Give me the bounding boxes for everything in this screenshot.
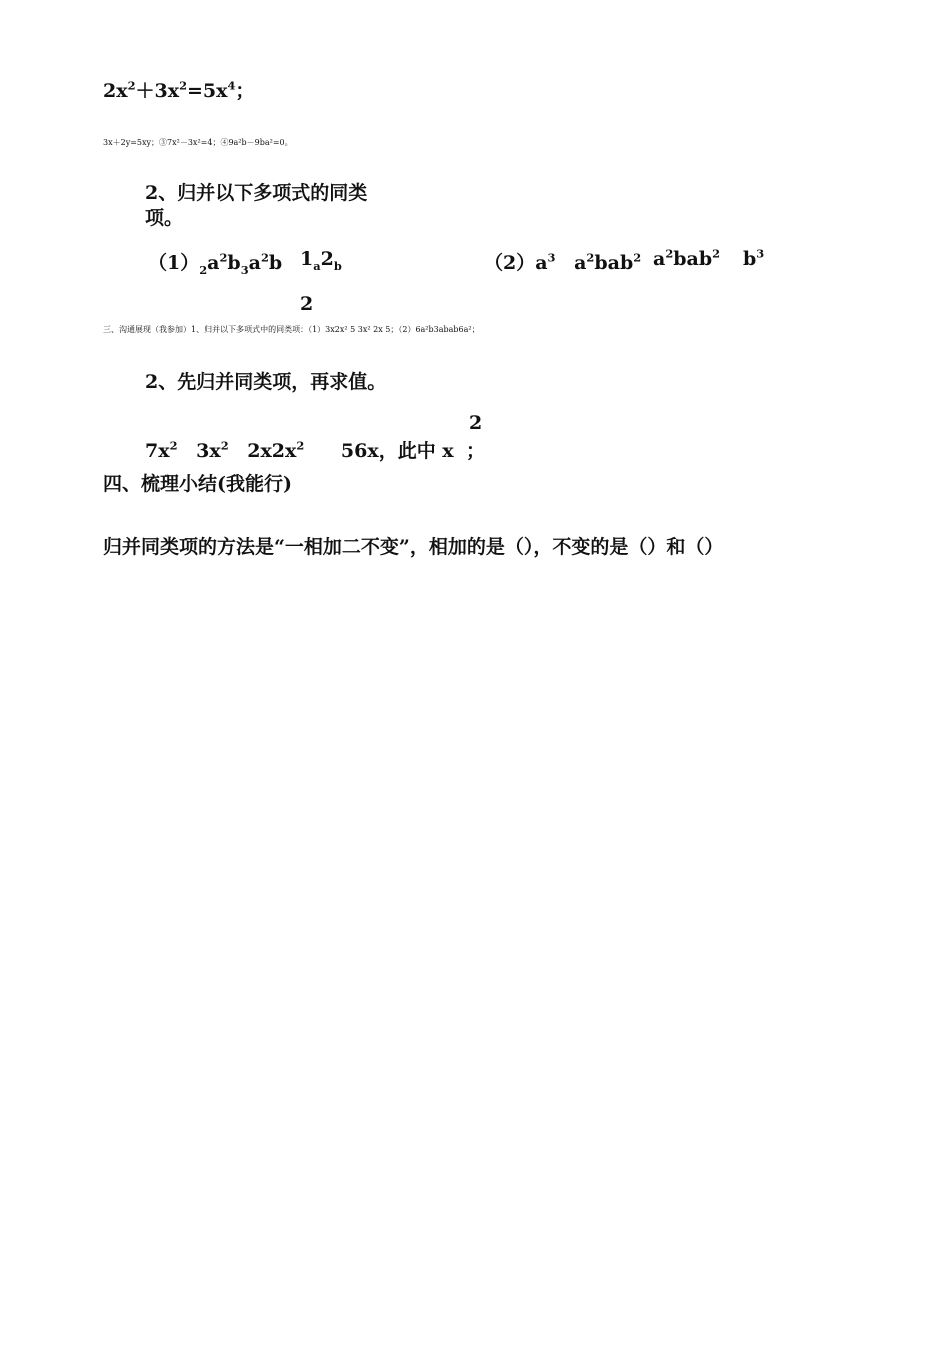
floating-number: 2 xyxy=(300,293,314,315)
question-2-part-2-term-2: $a^2bab^2$ xyxy=(653,246,721,270)
question-2-part-1-tail: $1_a2_b$ xyxy=(300,248,342,273)
section-3-line: 三、沟通展现（我参加）1、归并以下多项式中的同类项：（1）3x2x² 5 3x² 2x 5；（2）6a²b3abab6a²； xyxy=(103,325,480,334)
equation-line-2: 3x＋2y=5xy；③7x²－3x²=4；④9a²b－9ba²=0。 xyxy=(103,138,293,147)
question-3-value: 2 xyxy=(469,412,483,434)
section-4-title: 四、梳理小结(我能行) xyxy=(103,473,292,495)
equation-line-1: $2x^2+3x^2=5x^4$； xyxy=(103,78,255,102)
question-2-title-line-1: 2、归并以下多项式的同类 xyxy=(145,182,368,204)
question-2-title-line-2: 项。 xyxy=(145,207,184,229)
question-3-expression: $7x^2$ $3x^2$ $2x2x^2$ 56x，此中 x xyxy=(145,438,454,462)
question-2-part-1: $(1)_2a^2b_3a^2b$ xyxy=(148,250,283,277)
question-2-part-2: $(2)a^3$ $a^2bab^2$ xyxy=(484,250,642,274)
question-3-title: 2、先归并同类项，再求值。 xyxy=(145,371,387,393)
summary-line: 归并同类项的方法是“一相加二不变”，相加的是（），不变的是（）和（） xyxy=(103,536,724,558)
question-2-part-2-term-3: $b^3$ xyxy=(743,246,765,270)
question-3-semicolon: ； xyxy=(466,440,486,462)
